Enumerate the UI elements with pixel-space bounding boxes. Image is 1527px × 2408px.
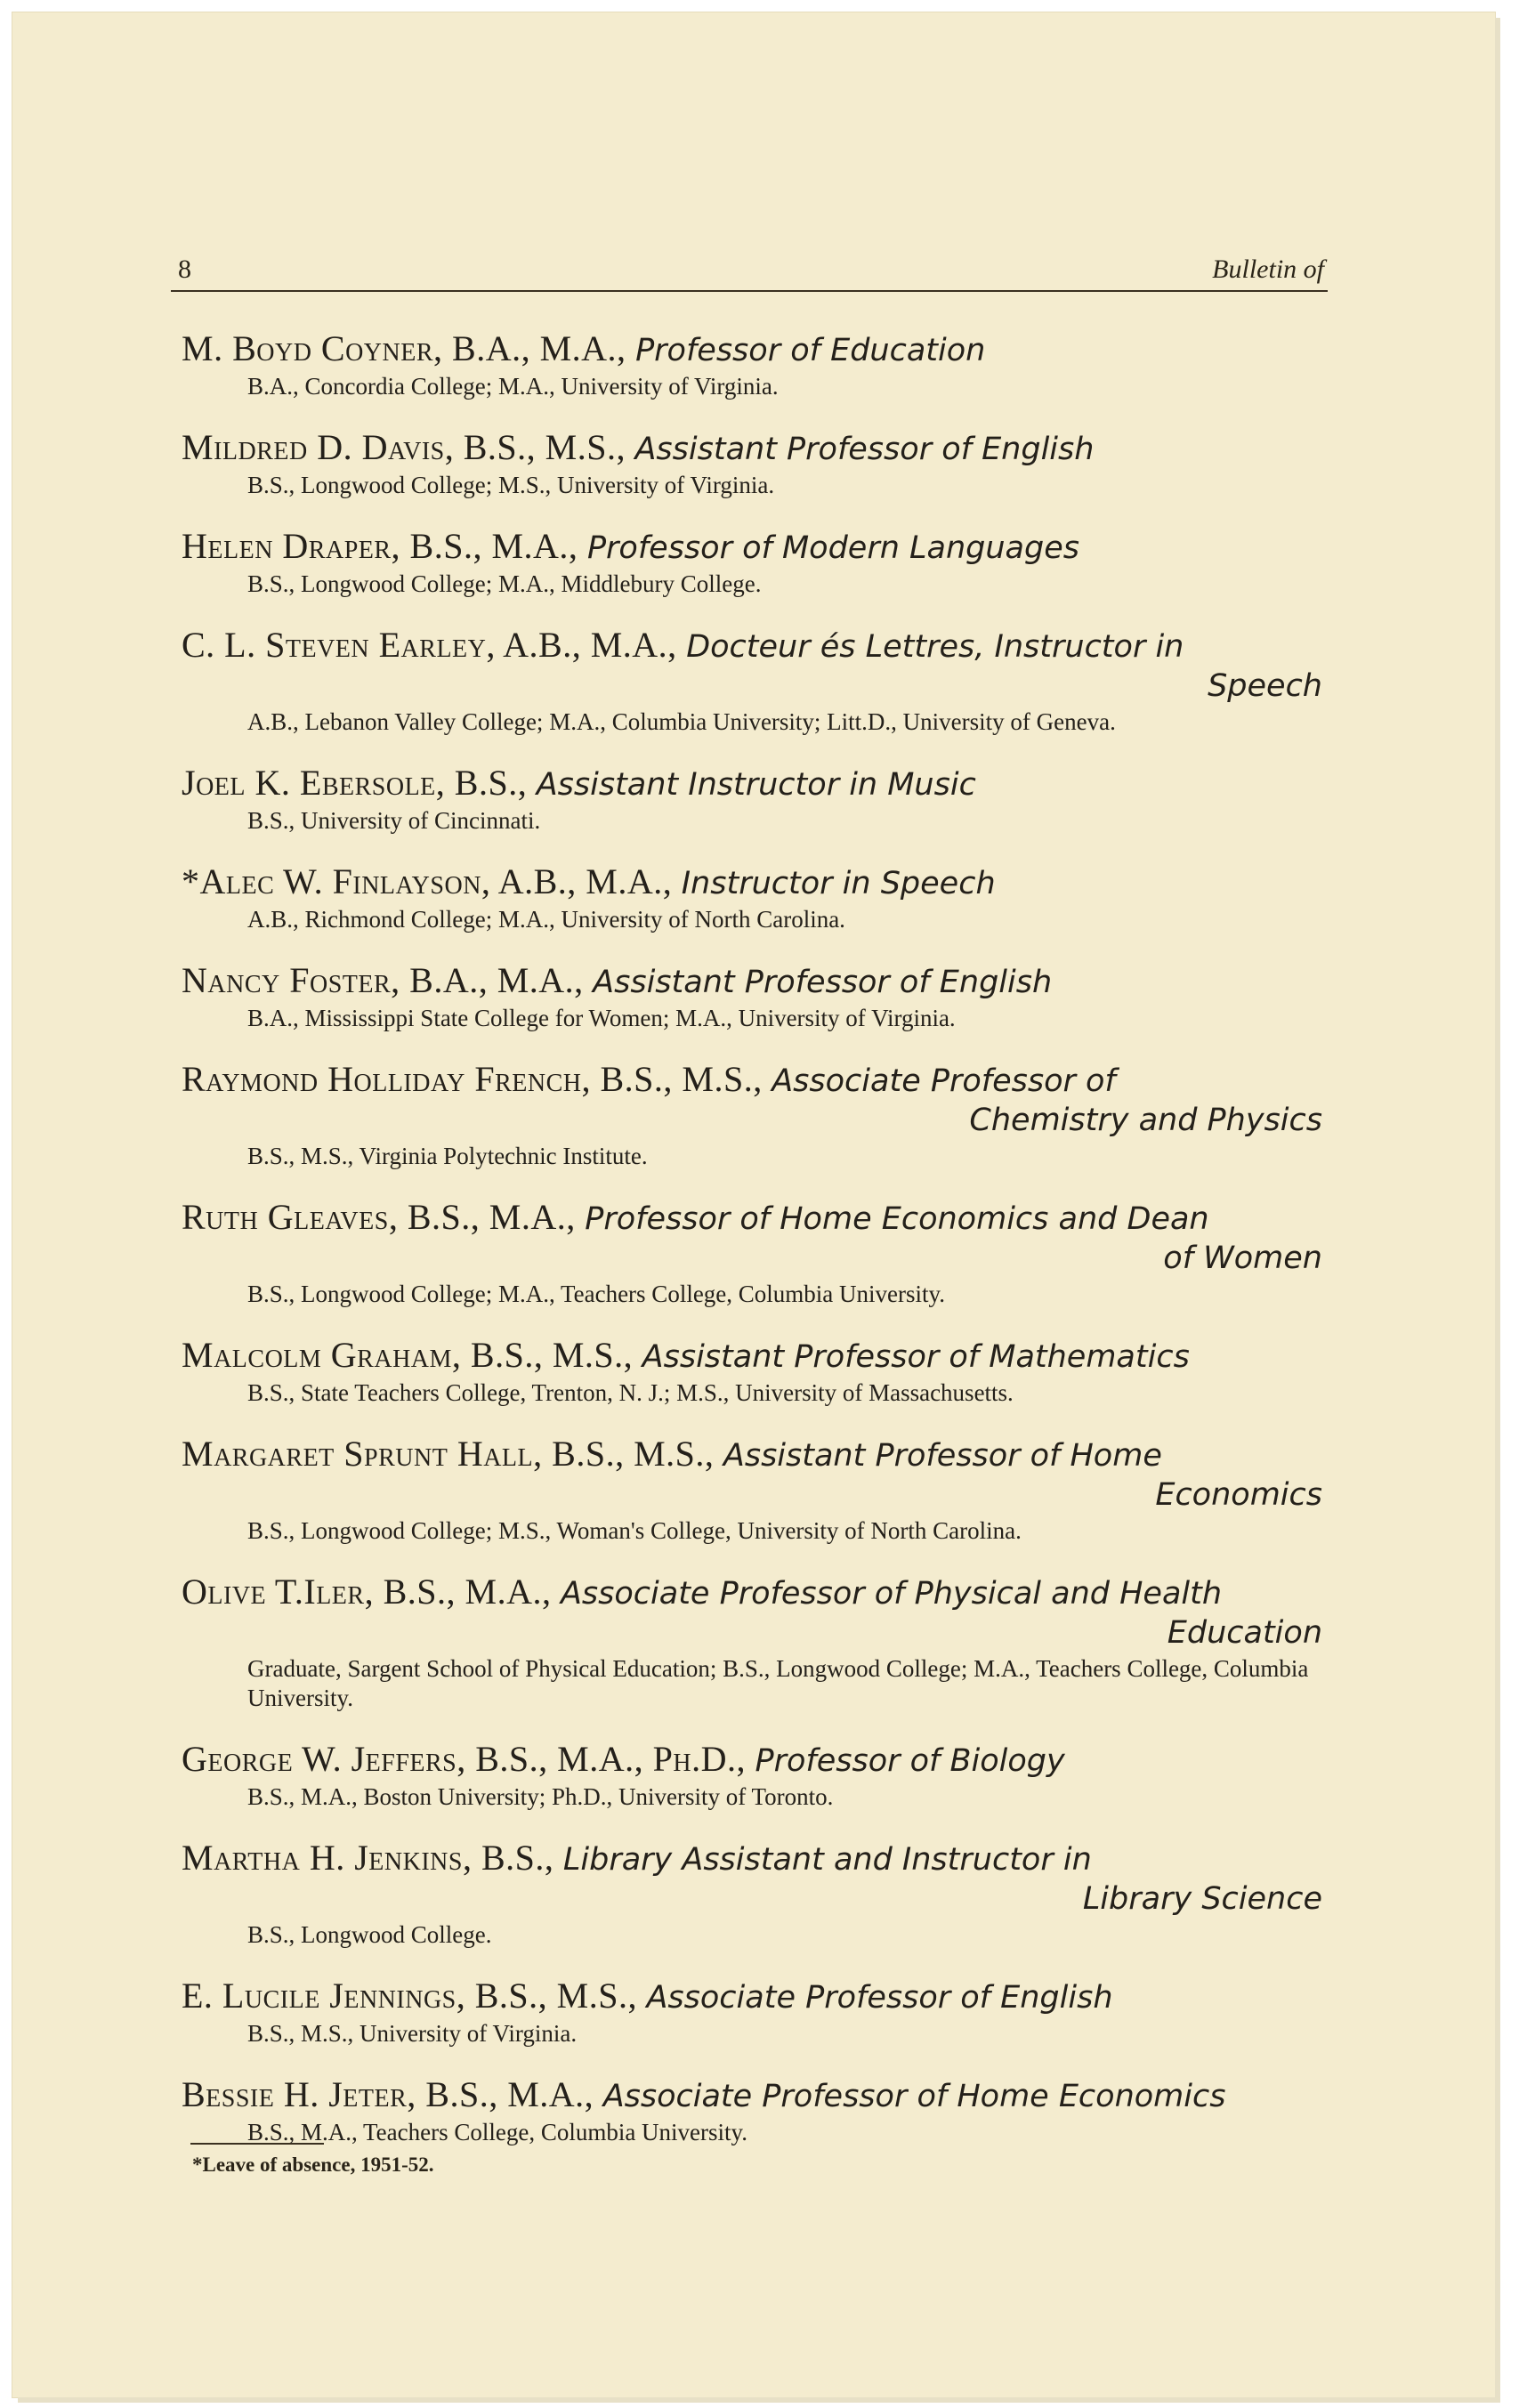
faculty-entry (182, 1434, 1322, 1546)
faculty-title: Associate Professor of English (646, 1980, 1113, 2016)
faculty-title: Assistant Professor of Mathematics (642, 1339, 1190, 1375)
faculty-title-continued: Library Science (1082, 1881, 1322, 1917)
faculty-title-continued: of Women (1163, 1240, 1322, 1276)
faculty-name: Ruth Gleaves, B.S., M.A., (182, 1197, 586, 1237)
faculty-degrees: B.S., M.A., Teachers College, Columbia University. (247, 2119, 748, 2145)
faculty-degrees: B.S., M.A., Boston University; Ph.D., University of Toronto. (247, 1783, 834, 1810)
faculty-entry (182, 862, 1322, 934)
faculty-degrees: B.S., M.S., University of Virginia. (247, 2020, 578, 2047)
faculty-name: Margaret Sprunt Hall, B.S., M.S., (182, 1434, 723, 1474)
page-header (171, 255, 1328, 292)
faculty-degrees: B.S., University of Cincinnati. (247, 807, 541, 834)
faculty-title: Library Assistant and Instructor in (562, 1842, 1092, 1878)
faculty-degrees: A.B., Lebanon Valley College; M.A., Columbia University; Litt.D., University of Geneva. (247, 708, 1116, 735)
faculty-title: Assistant Professor of English (634, 432, 1095, 467)
footnote-rule (190, 2143, 324, 2145)
running-head: Bulletin of (1212, 255, 1324, 284)
faculty-degrees: B.S., Longwood College. (247, 1921, 492, 1948)
faculty-title: Assistant Instructor in Music (536, 767, 976, 803)
faculty-name: Joel K. Ebersole, B.S., (182, 763, 537, 803)
faculty-title-continued: Economics (1155, 1477, 1322, 1513)
faculty-name: *Alec W. Finlayson, A.B., M.A., (182, 861, 682, 901)
faculty-name: George W. Jeffers, B.S., M.A., Ph.D., (182, 1739, 755, 1779)
faculty-name: Nancy Foster, B.A., M.A., (182, 960, 594, 1000)
faculty-entry (182, 329, 1322, 401)
faculty-entry (182, 1060, 1322, 1171)
faculty-name: Martha H. Jenkins, B.S., (182, 1838, 563, 1878)
faculty-title-continued: Chemistry and Physics (969, 1103, 1322, 1138)
faculty-degrees: B.S., Longwood College; M.A., Teachers College, Columbia University. (247, 1281, 946, 1307)
faculty-degrees: B.S., M.S., Virginia Polytechnic Institute. (247, 1143, 648, 1169)
faculty-entry (182, 2075, 1322, 2147)
faculty-name: Olive T.Iler, B.S., M.A., (182, 1572, 561, 1612)
faculty-degrees: B.A., Mississippi State College for Women; M.A., University of Virginia. (247, 1005, 956, 1031)
page-number: 8 (178, 255, 191, 284)
bulletin-page (12, 12, 1495, 2397)
faculty-degrees: B.A., Concordia College; M.A., University of Virginia. (247, 373, 779, 400)
faculty-title: Professor of Modern Languages (586, 530, 1079, 566)
faculty-title: Assistant Professor of Home (723, 1438, 1162, 1474)
faculty-title-continued: Speech (1208, 668, 1322, 704)
faculty-title: Assistant Professor of English (593, 965, 1053, 1000)
faculty-entry (182, 1740, 1322, 1812)
faculty-title: Associate Professor of Home Economics (602, 2079, 1226, 2114)
faculty-entry (182, 1976, 1322, 2048)
footnote: *Leave of absence, 1951-52. (192, 2153, 434, 2176)
faculty-name: Mildred D. Davis, B.S., M.S., (182, 427, 635, 467)
faculty-degrees: Graduate, Sargent School of Physical Education; B.S., Longwood College; M.A., Teachers College, Columbia University. (247, 1655, 1309, 1711)
faculty-degrees: B.S., Longwood College; M.A., Middlebury College. (247, 570, 762, 597)
faculty-list (182, 329, 1322, 2174)
faculty-title: Docteur és Lettres, Instructor in (686, 629, 1184, 665)
faculty-title: Associate Professor of (772, 1063, 1116, 1099)
faculty-entry (182, 626, 1322, 737)
faculty-title: Instructor in Speech (681, 866, 996, 901)
faculty-entry (182, 527, 1322, 599)
faculty-name: Helen Draper, B.S., M.A., (182, 526, 587, 566)
faculty-entry (182, 1336, 1322, 1408)
faculty-entry (182, 1572, 1322, 1713)
faculty-name: Bessie H. Jeter, B.S., M.A., (182, 2074, 603, 2114)
faculty-entry (182, 1838, 1322, 1950)
faculty-name: M. Boyd Coyner, B.A., M.A., (182, 328, 636, 368)
faculty-title: Associate Professor of Physical and Health (560, 1576, 1223, 1612)
faculty-name: C. L. Steven Earley, A.B., M.A., (182, 625, 687, 665)
faculty-title: Professor of Home Economics and Dean (585, 1201, 1209, 1237)
faculty-entry (182, 961, 1322, 1033)
faculty-entry (182, 764, 1322, 836)
faculty-title: Professor of Education (635, 333, 986, 368)
faculty-name: Malcolm Graham, B.S., M.S., (182, 1335, 642, 1375)
faculty-name: E. Lucile Jennings, B.S., M.S., (182, 1976, 647, 2016)
faculty-degrees: A.B., Richmond College; M.A., University of North Carolina. (247, 906, 845, 933)
faculty-name: Raymond Holliday French, B.S., M.S., (182, 1059, 772, 1099)
faculty-title: Professor of Biology (755, 1743, 1065, 1779)
faculty-degrees: B.S., Longwood College; M.S., Woman's College, University of North Carolina. (247, 1517, 1022, 1544)
faculty-degrees: B.S., Longwood College; M.S., University of Virginia. (247, 472, 775, 498)
faculty-degrees: B.S., State Teachers College, Trenton, N. J.; M.S., University of Massachusetts. (247, 1379, 1014, 1406)
faculty-entry (182, 1198, 1322, 1309)
faculty-title-continued: Education (1167, 1615, 1322, 1651)
faculty-entry (182, 428, 1322, 500)
